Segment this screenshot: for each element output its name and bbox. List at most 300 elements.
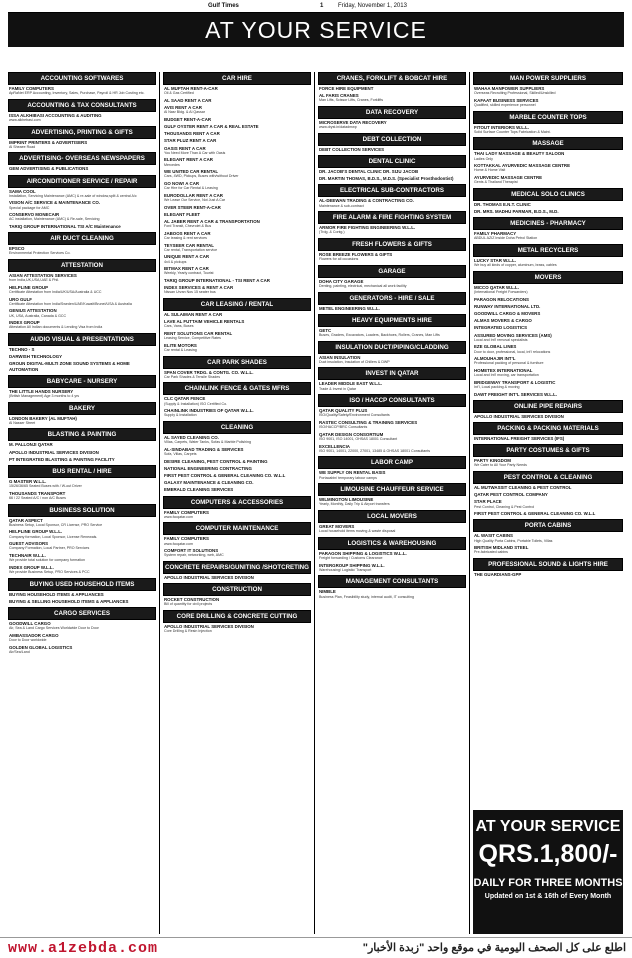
directory-section — [318, 72, 466, 103]
listing-entry — [164, 319, 310, 329]
directory-section — [163, 522, 311, 558]
listing-name: DR. MRS. MADHU PARMAR, B.D.S., M.D. — [474, 208, 559, 214]
section-heading: DEBT COLLECTION — [318, 133, 466, 146]
listing-entry — [164, 548, 310, 558]
listing-entry — [164, 575, 310, 580]
listing-entry — [164, 487, 310, 492]
listing-name: APOLLO INDUSTRIAL SERVICES DIVISION — [9, 449, 99, 455]
section-heading: LABOR CAMP — [318, 456, 466, 469]
listing-name: GREAT MOVERS — [319, 523, 355, 529]
column-1 — [8, 72, 156, 934]
listing-details: Special package for AMC — [9, 205, 50, 210]
listing-details: We Lease Our Service, Not Just A Car — [164, 198, 226, 202]
listing-entry — [319, 120, 465, 130]
column-divider — [159, 72, 160, 934]
listing-name: LUCKY STAR W.L.L. — [474, 257, 517, 263]
section-heading: HEAVY EQUIPMENTS HIRE — [318, 314, 466, 327]
listing-entry — [164, 466, 310, 471]
listing-entry — [319, 225, 465, 235]
section-heading: CAR HIRE — [163, 72, 311, 85]
listing-name: ISSA ALKHIBASI ACCOUNTING & AUDITING — [9, 112, 102, 118]
listing-entry — [474, 436, 622, 441]
listing-name: LEADER MIDDLE EAST W.L.L. — [319, 381, 383, 387]
listing-details: www.fccqatar.com — [164, 514, 193, 519]
listing-details: (International Freight Forwarders) — [474, 289, 528, 294]
listing-name: FAMILY PHARMACY — [474, 231, 517, 237]
directory-section — [473, 444, 623, 468]
listing-name: ROCKET CONSTRUCTION — [164, 597, 220, 603]
directory-section — [318, 155, 466, 181]
listing-name: FAMILY COMPUTERS — [9, 86, 54, 91]
listing-name: QATAR PEST CONTROL COMPANY — [474, 492, 548, 498]
listing-details: We Cater to All Your Party Needs — [474, 463, 527, 468]
listing-entry — [9, 297, 155, 307]
listing-name: THOUSANDS RENT A CAR — [164, 131, 220, 137]
listing-entry — [164, 138, 310, 143]
directory-section — [163, 610, 311, 634]
listing-name: GO NOW! A CAR — [164, 181, 200, 186]
promo-frequency: DAILY FOR THREE MONTHS — [473, 877, 623, 889]
listing-entry — [9, 285, 155, 295]
page-number: 1 — [320, 3, 324, 9]
directory-section — [318, 314, 466, 338]
section-heading: ONLINE PIPE REPAIRS — [473, 400, 623, 413]
listing-details: Bill of quantity for civil projects — [164, 602, 213, 607]
listing-name: ALMAS MOVERS & CARGO — [474, 318, 532, 324]
listing-entry — [319, 432, 465, 442]
listing-entry — [9, 518, 155, 528]
listing-name: GOODWILL CARGO & MOVERS — [474, 310, 541, 316]
section-heading: ATTESTATION — [8, 259, 156, 272]
section-heading: MANAGEMENT CONSULTANTS — [318, 575, 466, 588]
listing-name: INTEGRATED LOGISTICS — [474, 325, 528, 331]
section-heading: MARBLE COUNTER TOPS — [473, 111, 623, 124]
directory-section — [318, 292, 466, 311]
section-heading: ADVERTISING, PRINTING & GIFTS — [8, 126, 156, 139]
directory-section — [8, 99, 156, 123]
listing-name: PARAGON SHIPPING & LOGISTICS W.L.L. — [319, 550, 407, 556]
listing-name: QATAR DESIGN CONSORTIUM — [319, 431, 384, 437]
listing-entry — [474, 209, 622, 214]
listing-name: AL-SINDABAD TRADING & SERVICES — [164, 446, 244, 452]
listing-name: OVER STEER RENT-A-CAR — [164, 204, 221, 210]
listing-entry — [474, 285, 622, 295]
listing-entry — [9, 246, 155, 256]
listing-details: Yearly, Monthly, Daily Trip & Airport transfers — [319, 502, 390, 507]
listing-name: GEM ADVERTISING & PUBLICATIONS — [9, 166, 89, 172]
listing-details: Ladies Only — [474, 156, 493, 161]
section-heading: DENTAL CLINIC — [318, 155, 466, 168]
listing-name: ALMOUHAJIR INT’L — [474, 356, 516, 362]
listing-entry — [474, 572, 622, 577]
section-heading: METAL RECYCLERS — [473, 244, 623, 257]
listing-name: URO GULF — [9, 296, 32, 302]
listing-name: RUNWAY INTERNATIONAL LTD. — [474, 303, 541, 309]
listing-name: MICROSERVE DATA RECOVERY — [319, 120, 387, 125]
section-heading: MASSAGE — [473, 137, 623, 150]
listing-name: UNIQUE RENT A CAR — [164, 254, 210, 260]
listing-name: HELPLINE GROUP — [9, 284, 49, 290]
listing-name: AL MUTWASSIT CLEANING & PEST CONTROL — [474, 484, 572, 490]
listing-entry — [319, 524, 465, 534]
listing-details: Supply & Installation — [164, 413, 197, 418]
directory-section — [8, 126, 156, 150]
directory-section — [8, 428, 156, 462]
section-heading: ACCOUNTING SOFTWARES — [8, 72, 156, 85]
section-heading: LOCAL MOVERS — [318, 510, 466, 523]
listing-entry — [9, 166, 155, 171]
directory-section — [318, 133, 466, 152]
section-heading: CRANES, FORKLIFT & BOBCAT HIRE — [318, 72, 466, 85]
listing-details: ISO 9001, ISO 14001, OHSAS 18001 Consultant — [319, 436, 398, 441]
footer-website[interactable]: www.a1zebda.com — [8, 940, 159, 957]
directory-section — [473, 519, 623, 555]
section-heading: BUYING USED HOUSEHOLD ITEMS — [8, 578, 156, 591]
listing-details: Pre-fabricated cabins — [474, 550, 508, 555]
listing-name: QATAR QUALITY PLUS — [319, 408, 368, 414]
listing-name: PT INTEGRATED BLASTING & PAINTING FACILITY — [9, 456, 115, 462]
listing-name: OASIS RENT A CAR — [164, 145, 206, 151]
listing-entry — [164, 124, 310, 129]
page-header — [8, 0, 624, 13]
listing-name: PARAGON RELOCATIONS — [474, 296, 529, 302]
section-heading: FRESH FLOWERS & GIFTS — [318, 238, 466, 251]
listing-name: FAMILY COMPUTERS — [164, 509, 209, 515]
listing-name: GULF OYSTER RENT A CAR & REAL ESTATE — [164, 124, 259, 129]
listing-details: Denting, painting, electrical, mechanical all work facility — [319, 284, 407, 288]
listing-entry — [9, 442, 155, 447]
listing-entry — [164, 510, 310, 520]
section-heading: CLEANING — [163, 421, 311, 434]
listing-name: APOLLO INDUSTRIAL SERVICES DIVISION — [164, 623, 254, 629]
listing-entry — [474, 231, 622, 241]
listing-details: ABDUL AZIZ Inside Doha Petrol Station — [474, 236, 538, 241]
directory-section — [473, 271, 623, 397]
listing-name: ELITE MOTORS — [164, 342, 197, 348]
listing-entry — [164, 624, 310, 634]
listing-entry — [319, 198, 465, 208]
listing-name: WILMINGTON LIMOUSINE — [319, 497, 374, 503]
directory-section — [163, 298, 311, 353]
listing-entry — [319, 279, 465, 289]
listing-name: APOLLO INDUSTRIAL SERVICES DIVISION — [474, 413, 564, 419]
listing-name: INTERGROUP SHIPPING W.L.L. — [319, 562, 385, 568]
listing-entry — [474, 492, 622, 497]
listing-name: KOTTAKKAL AYURVEDIC MASSAGE CENTRE — [474, 163, 571, 169]
listing-details: Warehousing/ Logistic/ Transport — [319, 567, 372, 572]
listing-entry — [164, 181, 310, 191]
listing-name: GENIUS ATTESTATION — [9, 308, 57, 314]
section-heading: MOVERS — [473, 271, 623, 284]
listing-details: Gents & Thailand Therapist — [474, 180, 518, 185]
section-title: AT YOUR SERVICE — [8, 13, 624, 47]
listing-entry — [474, 499, 622, 509]
listing-name: AL JABER RENT A CAR & TRANSPORTATION — [164, 219, 260, 224]
directory-section — [163, 382, 311, 418]
listing-details: Buses, Graders, Excavators, Loaders, Backhoes, Rollers, Cranes, Man Lifts — [319, 333, 440, 337]
listing-name: DARWISH TECHNOLOGY — [9, 354, 63, 360]
listing-entry — [319, 93, 465, 103]
listing-name: QATAR ASPECT — [9, 517, 43, 523]
listing-details: Trade & Invest in Qatar — [319, 386, 357, 391]
listing-name: AL-DEEWAN TRADING & CONTRACTING CO. — [319, 198, 414, 204]
listing-entry — [164, 193, 310, 203]
directory-section — [163, 72, 311, 295]
listing-name: SAMA COOL — [9, 188, 36, 194]
listing-entry — [164, 278, 310, 283]
listing-name: CHAINLINK INDUSTRIES OF QATAR W.L.L. — [164, 408, 254, 414]
listing-name: FIRST PEST CONTROL & GENERAL CLEANING CO. W.L.L — [474, 511, 596, 517]
listing-name: ARMOR FIRE FIGHTING ENGINEERING W.L.L. — [319, 225, 416, 231]
listing-entry — [9, 491, 155, 501]
directory-section — [318, 184, 466, 208]
listing-entry — [164, 117, 310, 122]
listing-details: Car rental & Leasing — [164, 347, 197, 352]
listing-entry — [319, 355, 465, 365]
directory-section — [8, 504, 156, 575]
listing-entry — [164, 219, 310, 229]
section-heading: MEDICINES - PHARMACY — [473, 217, 623, 230]
listing-entry — [164, 473, 310, 478]
listing-entry — [9, 621, 155, 631]
listing-details: www.alkhebasi.com — [9, 118, 41, 122]
listing-entry — [474, 304, 622, 309]
directory-section — [318, 238, 466, 262]
listing-details: Al Sheaee Road — [9, 144, 36, 149]
listing-entry — [474, 151, 622, 161]
directory-section — [163, 356, 311, 380]
listing-name: TARIQ GROUP INTERNATIONAL - TSI RENT A CAR — [164, 277, 270, 283]
directory-section — [473, 422, 623, 441]
listing-entry — [164, 169, 310, 179]
section-heading: CONCRETE REPAIRS/GUNITING /SHOTCRETING — [163, 561, 311, 574]
directory-section — [163, 496, 311, 520]
listing-details: We buy all kinds of copper, aluminum, brass, cables — [474, 263, 557, 268]
section-heading: AIRCONDITIONER SERVICE / REPAIR — [8, 175, 156, 188]
listing-entry — [319, 589, 465, 599]
listing-name: FAMILY COMPUTERS — [164, 536, 209, 542]
listing-details: Company Formation, Local Partner, PRO Services — [9, 546, 90, 551]
listing-name: KAFAAT BUSINESS SERVICES — [474, 97, 539, 103]
listing-entry — [164, 459, 310, 464]
listing-entry — [474, 86, 622, 96]
listing-details: www.fccqatar.com — [164, 541, 193, 546]
listing-entry — [164, 285, 310, 295]
section-heading: BLASTING & PAINTING — [8, 428, 156, 441]
listing-details: Local household items moving & waste disposal — [319, 529, 396, 534]
directory-section — [473, 471, 623, 516]
listing-details: Freight forwarding / Customs Clearance — [319, 555, 383, 560]
listing-details: 4x4 & pickups — [164, 259, 187, 264]
listing-name: JABOOS RENT A CAR — [164, 230, 211, 236]
listing-entry — [9, 565, 155, 575]
listing-name: APOLLO INDUSTRIAL SERVICES DIVISION — [164, 574, 254, 580]
directory-section — [163, 421, 311, 493]
listing-entry — [164, 212, 310, 217]
column-divider — [314, 72, 315, 934]
section-heading: CAR LEASING / RENTAL — [163, 298, 311, 311]
listing-entry — [9, 224, 155, 229]
listing-name: AL SAYED CLEANING CO. — [164, 434, 219, 440]
listing-entry — [9, 189, 155, 199]
listing-name: INTERNATIONAL FREIGHT SERVICES (IFS) — [474, 435, 565, 441]
listing-name: CONSERVO MONECAIR — [9, 212, 60, 218]
listing-name: WAHAA MANPOWER SUPPLIERS — [474, 86, 545, 91]
directory-section — [318, 211, 466, 235]
listing-details: Al Nasr Bldg. & Al Qassar — [164, 110, 205, 115]
directory-section — [473, 400, 623, 419]
listing-entry — [474, 98, 622, 108]
directory-section — [8, 259, 156, 330]
section-heading: INSULATION DUCT/PIPING/CLADDING — [318, 341, 466, 354]
listing-entry — [474, 485, 622, 490]
listing-entry — [474, 414, 622, 419]
directory-section — [8, 72, 156, 96]
listing-entry — [9, 457, 155, 462]
listing-entry — [9, 361, 155, 371]
column-3 — [318, 72, 466, 934]
listing-entry — [9, 200, 155, 210]
listing-details: ISO/Quality/Safety/Environment Consultants — [319, 413, 390, 418]
directory-section — [473, 217, 623, 241]
listing-name: CLC QATAR FENCE — [164, 396, 206, 402]
listing-details: Flowers for all occasions — [319, 257, 359, 262]
listing-entry — [319, 470, 465, 480]
listing-details: High Quality Porta Cabins, Portable Toilets, Villas — [474, 538, 553, 543]
column-divider — [469, 72, 470, 934]
listing-name: BUYING HOUSEHOLD ITEMS & APPLIANCES — [9, 591, 104, 597]
listing-name: DR. JACOB’S DENTAL CLINIC DR. SIJU JACOB — [319, 169, 419, 174]
listing-details: System repair, networking, web, AMC — [164, 553, 224, 558]
listing-entry — [474, 125, 622, 135]
section-heading: FIRE ALARM & FIRE FIGHTING SYSTEM — [318, 211, 466, 224]
listing-name: BRITISH MIDLAND STEEL — [474, 545, 529, 551]
directory-section — [8, 152, 156, 171]
listing-details: Duct insulation, Insulation of Chillers & DWP — [319, 359, 390, 364]
listing-entry — [164, 435, 310, 445]
listing-name: WE UNITED CAR RENTAL — [164, 169, 219, 175]
directory-section — [473, 188, 623, 214]
listing-entry — [474, 344, 622, 354]
listing-details: Nissan Urvan Nos 15 seater bus — [164, 290, 216, 295]
section-heading: GARAGE — [318, 265, 466, 278]
listing-entry — [319, 408, 465, 418]
listing-details: Mercedes — [164, 162, 180, 167]
listing-name: DEBT COLLECTION SERVICES — [319, 146, 385, 152]
listing-details: (British Management) Age 3 months to 4 yrs — [9, 393, 80, 398]
directory-section — [8, 402, 156, 426]
listing-details: Maintenance & sub-contract — [319, 203, 364, 208]
directory-section — [318, 341, 466, 365]
listing-name: EMERALD CLEANING SERVICES — [164, 487, 234, 493]
listing-entry — [474, 175, 622, 185]
section-heading: AIR DUCT CLEANING — [8, 232, 156, 245]
listing-name: FIRST PEST CONTROL & GENERAL CLEANING CO. W.L.L — [164, 472, 286, 478]
section-heading: MEDICAL SOLO CLINICS — [473, 188, 623, 201]
listing-details: www.dryst.in/datadmwp — [319, 125, 357, 130]
section-heading: CORE DRILLING & CONCRETE CUTTING — [163, 610, 311, 623]
listing-details: Int’l, Local packing & moving — [474, 384, 520, 389]
promo-update-note: Updated on 1st & 16th of Every Month — [484, 893, 612, 900]
listing-entry — [9, 599, 155, 604]
listing-name: LAVE AL FUTTAIM VEHICLE RENTALS — [164, 319, 245, 325]
listing-name: TECHNAIR W.L.L. — [9, 552, 46, 558]
section-heading: PARTY COSTUMES & GIFTS — [473, 444, 623, 457]
listing-entry — [474, 458, 622, 468]
listing-entry — [9, 633, 155, 643]
listing-entry — [9, 541, 155, 551]
listing-entry — [319, 306, 465, 311]
listing-name: WE SUPPLY ON RENTAL BASIS — [319, 470, 386, 476]
directory-section — [8, 333, 156, 372]
listing-entry — [9, 354, 155, 359]
listing-details: Installation, Servicing Maintenance (AMC) & re-sale of window,split & central A/c — [9, 193, 137, 198]
listing-details: Portacabin/ temporary labour camps — [319, 475, 377, 480]
listing-details: You Need More Than A Car with Oasis — [164, 150, 226, 155]
listing-entry — [164, 312, 310, 317]
listing-details: Oil & Gas Certified — [164, 91, 194, 96]
listing-details: Car leasing & rent services — [164, 236, 207, 240]
listing-entry — [9, 416, 155, 426]
listing-name: AMBASSADOR CARGO — [9, 632, 59, 638]
listing-name: RENT SOLUTIONS CAR RENTAL — [164, 330, 233, 336]
listing-entry — [9, 320, 155, 330]
section-heading: COMPUTERS & ACCESSORIES — [163, 496, 311, 509]
listing-details: Car Park Shades & Tensile Shades — [164, 374, 221, 379]
listing-name: ELEGANT RENT A CAR — [164, 157, 213, 163]
listing-name: THOUSANDS TRANSPORT — [9, 490, 66, 496]
listing-entry — [9, 389, 155, 399]
listing-entry — [474, 356, 622, 366]
listing-name: EURODOLLAR RENT A CAR — [164, 192, 223, 198]
listing-details: Door to door, professional, local, int’l relocations — [474, 349, 551, 354]
section-heading: CHAINLINK FENCE & GATES MFRS — [163, 382, 311, 395]
directory-section — [318, 265, 466, 289]
footer-arabic-text: اطلع على كل الصحف اليومية في موقع واحد "زبدة الأخبار" — [362, 942, 626, 954]
section-heading: BUS RENTAL / HIRE — [8, 465, 156, 478]
listing-entry — [164, 396, 310, 406]
listing-entry — [164, 266, 310, 276]
listing-entry — [319, 147, 465, 152]
listing-entry — [164, 254, 310, 264]
listing-name: METEL ENGINEERING W.L.L. — [319, 305, 380, 311]
section-heading: PROFESSIONAL SOUND & LIGHTS HIRE — [473, 558, 623, 571]
listing-name: GUEST ADVISORS — [9, 541, 49, 547]
listing-entry — [319, 444, 465, 454]
listing-entry — [319, 497, 465, 507]
listing-entry — [474, 545, 622, 555]
listing-name: LONDON BAKERY (AL MUFTAH) — [9, 415, 77, 421]
listing-details: Certificate Attestation from India/Sweden/UAE/Kuwait/Brunei/USA & Australia — [9, 301, 132, 306]
listing-entry — [9, 450, 155, 455]
listing-details: Cars, Vans, Buses — [164, 324, 194, 329]
listing-name: GOODWILL CARGO — [9, 620, 51, 626]
listing-details: Certificate Attestation from India/UK/USA/Australia & UCC — [9, 289, 102, 294]
section-heading: LIMOUSINE CHAUFFEUR SERVICE — [318, 483, 466, 496]
listing-entry — [164, 343, 310, 353]
listing-entry — [474, 325, 622, 330]
listing-name: AVIS RENT A CAR — [164, 105, 202, 110]
listing-details: (Supply & Installation) ISO Certified Co. — [164, 401, 228, 406]
section-heading: PEST CONTROL & CLEANING — [473, 471, 623, 484]
listing-entry — [474, 318, 622, 323]
listing-entry — [474, 311, 622, 316]
listing-details: Attestation All Indian documents & Lending Visa from India — [9, 325, 103, 330]
listing-details: 66 / 22 Seated A/C / non A/C Buses — [9, 495, 66, 500]
directory-section — [163, 583, 311, 607]
listing-details: from India,UK,USA,UAE & Phil. — [9, 278, 60, 283]
directory-section — [318, 483, 466, 507]
